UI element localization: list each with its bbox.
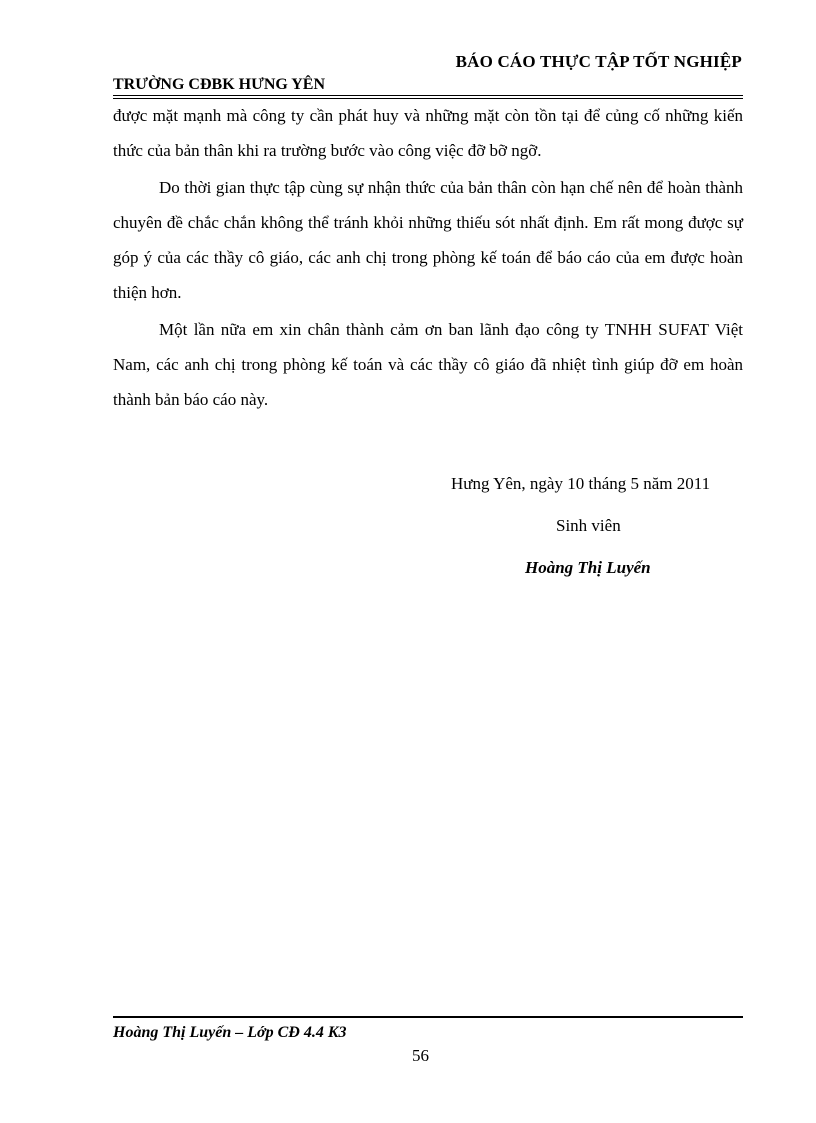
school-name: TRƯỜNG CĐBK HƯNG YÊN bbox=[113, 76, 325, 93]
signer-name: Hoàng Thị Luyến bbox=[525, 558, 651, 577]
paragraph-thanks: Một lần nữa em xin chân thành cảm ơn ban lãnh đạo công ty TNHH SUFAT Việt Nam, các anh chị trong phòng kế toán và các thầy cô giáo đã nhiệt tình giúp đỡ em hoàn thành bản báo cáo này. bbox=[113, 320, 743, 409]
signature-date: Hưng Yên, ngày 10 tháng 5 năm 2011 bbox=[451, 474, 711, 493]
footer-author-class: Hoàng Thị Luyến – Lớp CĐ 4.4 K3 bbox=[113, 1024, 347, 1041]
footer-divider bbox=[113, 1016, 743, 1018]
page-number: 56 bbox=[412, 1046, 429, 1065]
paragraph-limitations: Do thời gian thực tập cùng sự nhận thức của bản thân còn hạn chế nên để hoàn thành chuyên đề chắc chắn không thể tránh khỏi những thiếu sót nhất định. Em rất mong được sự góp ý của các thầy cô giáo, các anh chị trong phòng kế toán để báo cáo của em được hoàn thiện hơn. bbox=[113, 178, 743, 302]
paragraph-continuation: được mặt mạnh mà công ty cần phát huy và những mặt còn tồn tại để củng cố những kiến thức của bản thân khi ra trường bước vào công việc đỡ bỡ ngỡ. bbox=[113, 106, 743, 160]
report-title: BÁO CÁO THỰC TẬP TỐT NGHIỆP bbox=[455, 52, 742, 71]
body-content bbox=[113, 98, 743, 417]
signature-role: Sinh viên bbox=[556, 516, 621, 535]
